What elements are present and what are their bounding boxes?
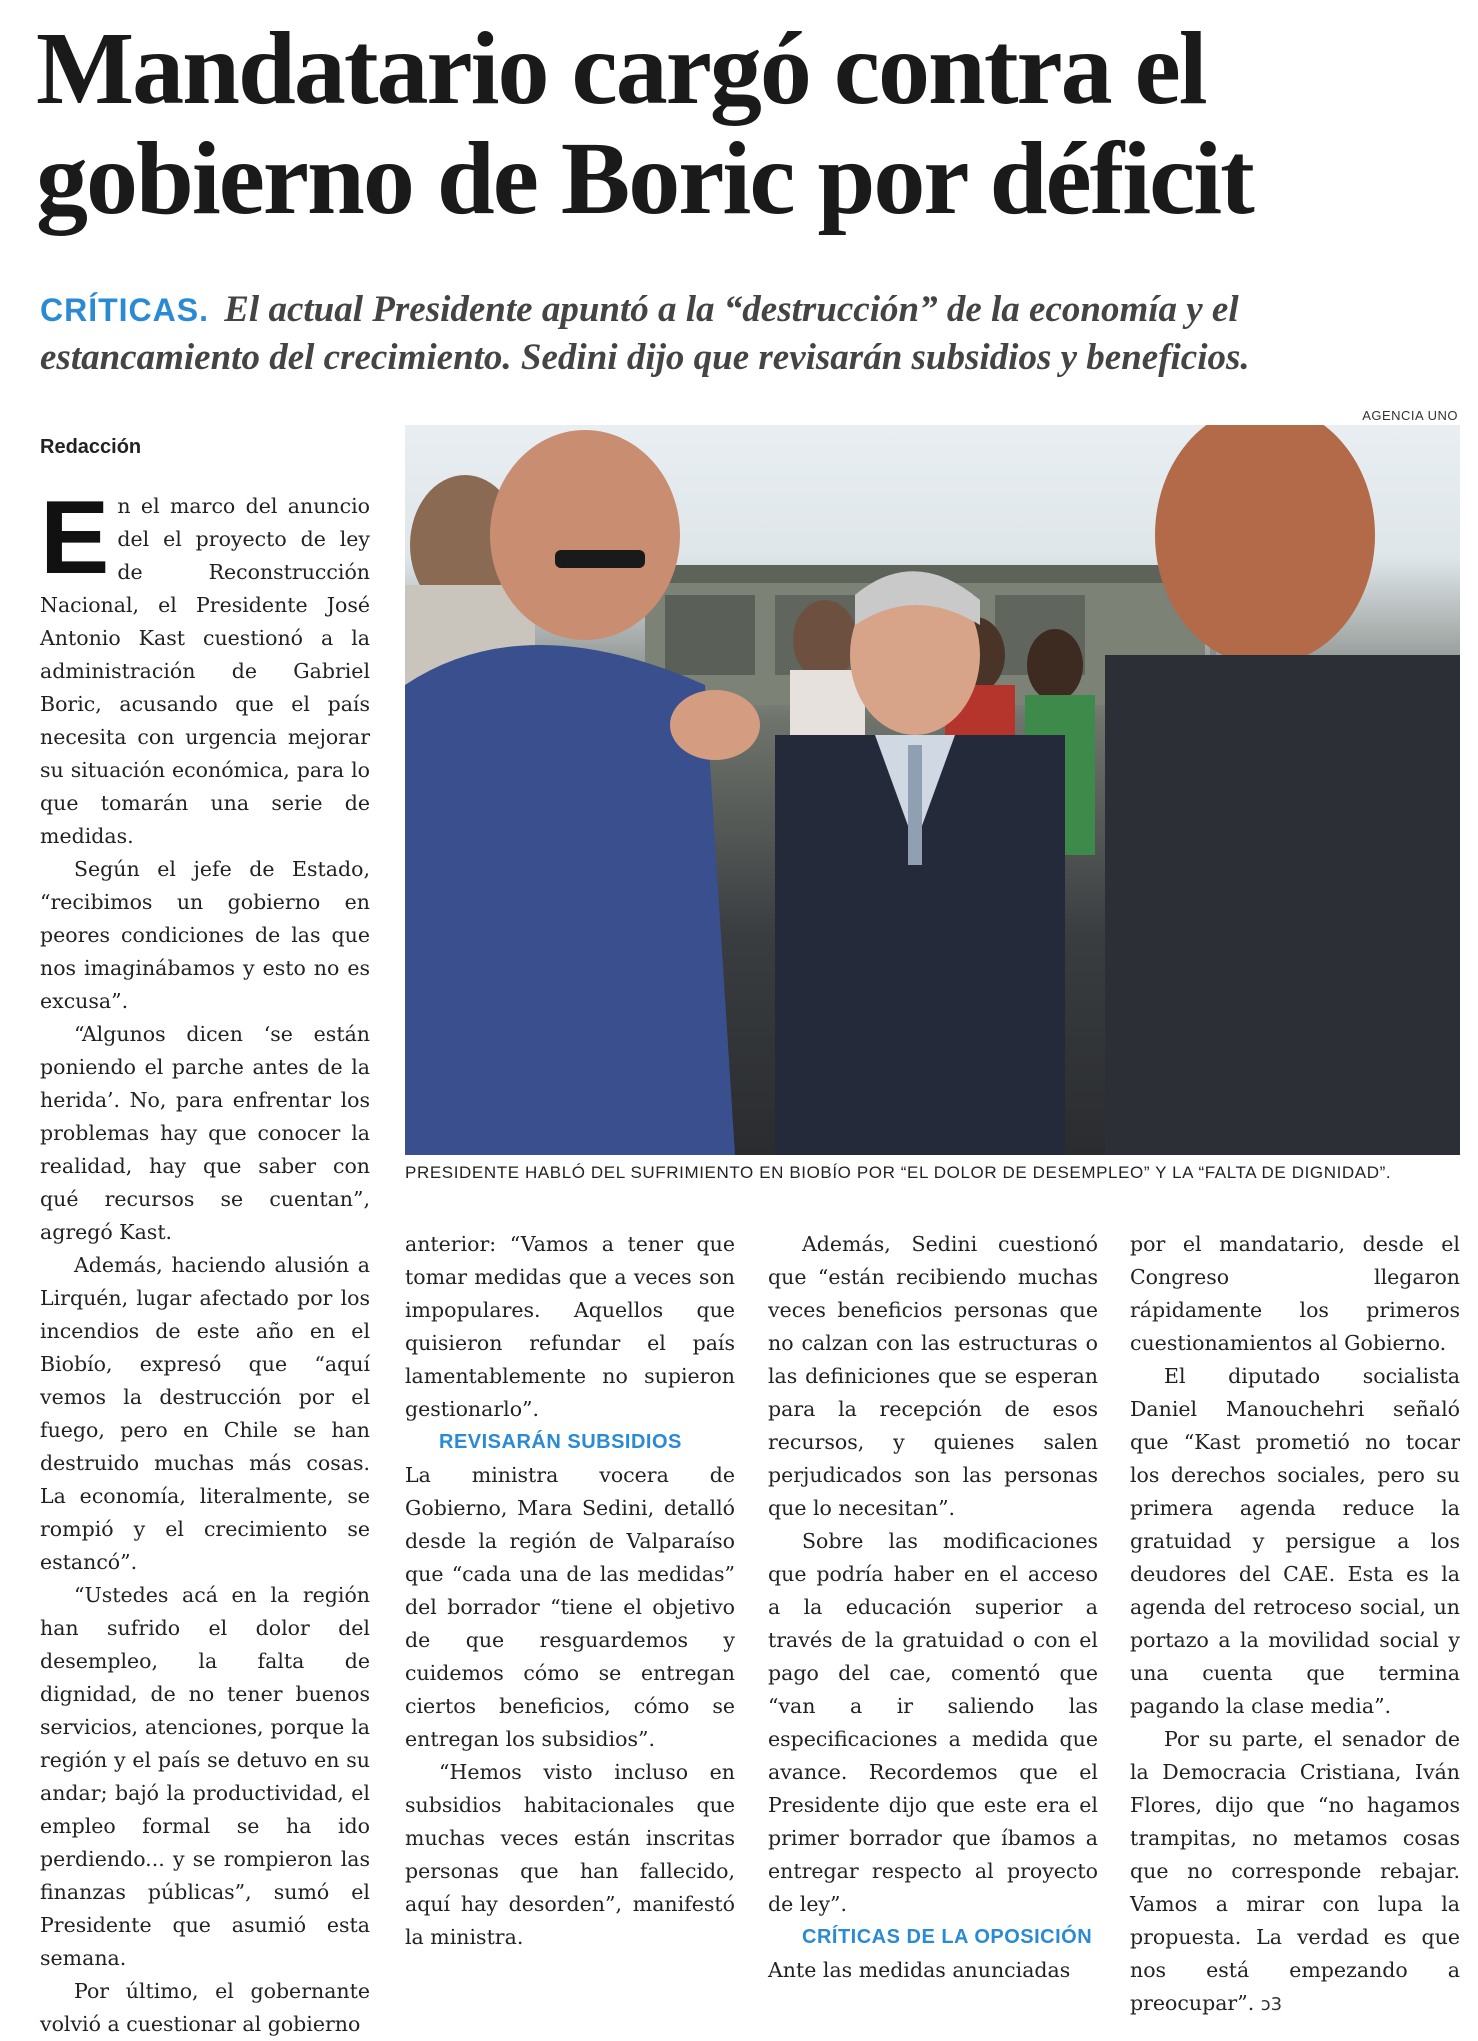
byline: Redacción bbox=[40, 436, 142, 458]
paragraph: Además, Sedini cuestionó que “están recibiendo muchas veces beneficios personas que no calzan con las estructuras o las definiciones que se esperan para la recepción de esos recursos, y quienes salen perjudicados son las personas que lo necesitan”. bbox=[768, 1232, 1098, 1520]
subhead-text: El actual Presidente apuntó a la “destrucción” de la economía y el estancamiento del crecimiento. Sedini dijo que revisarán subsidios y beneficios. bbox=[40, 289, 1250, 378]
paragraph: La ministra vocera de Gobierno, Mara Sedini, detalló desde la región de Valparaíso que “cada una de las medidas” del borrador “tiene el objetivo de que resguardemos y cuidemos cómo se entregan ciertos beneficios, cómo se entregan los subsidios”. bbox=[405, 1463, 735, 1751]
end-mark: ↄ3 bbox=[1260, 1994, 1283, 2015]
paragraph: “Ustedes acá en la región han sufrido el dolor del desempleo, la falta de dignidad, de no tener buenos servicios, atenciones, porque la región y el país se detuvo en su andar; bajó la productividad, el empleo formal se ha ido perdiendo... y se rompieron las finanzas públicas”, sumó el Presidente que asumió esta semana. bbox=[40, 1583, 370, 1970]
news-photo bbox=[405, 425, 1460, 1155]
column-1 bbox=[40, 480, 370, 2041]
headline bbox=[36, 11, 1456, 236]
paragraph: Según el jefe de Estado, “recibimos un gobierno en peores condiciones de las que nos imaginábamos y esto no es excusa”. bbox=[40, 857, 370, 1013]
headline-line-1: Mandatario cargó contra el bbox=[36, 11, 1206, 126]
paragraph: Por último, el gobernante volvió a cuestionar al gobierno bbox=[40, 1979, 370, 2036]
news-photo-illustration bbox=[405, 425, 1460, 1155]
subhead-kicker: CRÍTICAS. bbox=[40, 292, 209, 328]
subhead bbox=[40, 286, 1440, 382]
paragraph: Sobre las modificaciones que podría haber en el acceso a la educación superior a través de la gratuidad o con el pago del cae, comentó que “van a ir saliendo las especificaciones a medida que avance. Recordemos que el Presidente dijo que este era el primer borrador que íbamos a entregar respecto al proyecto de ley”. bbox=[768, 1529, 1098, 1916]
section-heading-oposicion: CRÍTICAS DE LA OPOSICIÓN bbox=[802, 1926, 1093, 1948]
photo-caption: PRESIDENTE HABLÓ DEL SUFRIMIENTO EN BIOBÍO POR “EL DOLOR DE DESEMPLEO” Y LA “FALTA DE DIGNIDAD”. bbox=[405, 1163, 1392, 1182]
section-heading-subsidios: REVISARÁN SUBSIDIOS bbox=[439, 1431, 682, 1453]
paragraph: El diputado socialista Daniel Manouchehri señaló que “Kast prometió no tocar los derechos sociales, pero su primera agenda reduce la gratuidad y persigue a los deudores del CAE. Esta es la agenda del retroceso social, un portazo a la movilidad social y una cuenta que termina pagando la clase media”. bbox=[1130, 1364, 1460, 1718]
headline-line-2: gobierno de Boric por déficit bbox=[36, 121, 1253, 236]
paragraph bbox=[1130, 1723, 1460, 2021]
column-3 bbox=[768, 1228, 1098, 1987]
paragraph: anterior: “Vamos a tener que tomar medidas que a veces son impopulares. Aquellos que quisieron refundar el país lamentablemente no supieron gestionarlo”. bbox=[405, 1232, 735, 1421]
paragraph-text: Por su parte, el senador de la Democracia Cristiana, Iván Flores, dijo que “no hagamos trampitas, no metamos cosas que no corresponde rebajar. Vamos a mirar con lupa la propuesta. La verdad es que nos está empezando a preocupar”. bbox=[1130, 1727, 1460, 2015]
photo-credit: AGENCIA UNO bbox=[1362, 408, 1458, 423]
paragraph: Además, haciendo alusión a Lirquén, lugar afectado por los incendios de este año en el Biobío, expresó que “aquí vemos la destrucción por el fuego, pero en Chile se han destruido muchas más cosas. La economía, literalmente, se rompió y el crecimiento se estancó”. bbox=[40, 1253, 370, 1574]
paragraph: Ante las medidas anunciadas bbox=[768, 1958, 1071, 1982]
paragraph: “Hemos visto incluso en subsidios habitacionales que muchas veces están inscritas personas que han fallecido, aquí hay desorden”, manifestó la ministra. bbox=[405, 1760, 735, 1949]
column-2 bbox=[405, 1228, 735, 1954]
paragraph: En el marco del anuncio del el proyecto de ley de Reconstrucción Nacional, el Presidente José Antonio Kast cuestionó a la administración de Gabriel Boric, acusando que el país necesita con urgencia mejorar su situación económica, para lo que tomarán una serie de medidas. bbox=[40, 480, 370, 848]
paragraph: “Algunos dicen ‘se están poniendo el parche antes de la herida’. No, para enfrentar los problemas hay que conocer la realidad, hay que saber con qué recursos se cuentan”, agregó Kast. bbox=[40, 1022, 370, 1244]
column-4 bbox=[1130, 1228, 1460, 2021]
paragraph: por el mandatario, desde el Congreso llegaron rápidamente los primeros cuestionamientos al Gobierno. bbox=[1130, 1232, 1460, 1355]
